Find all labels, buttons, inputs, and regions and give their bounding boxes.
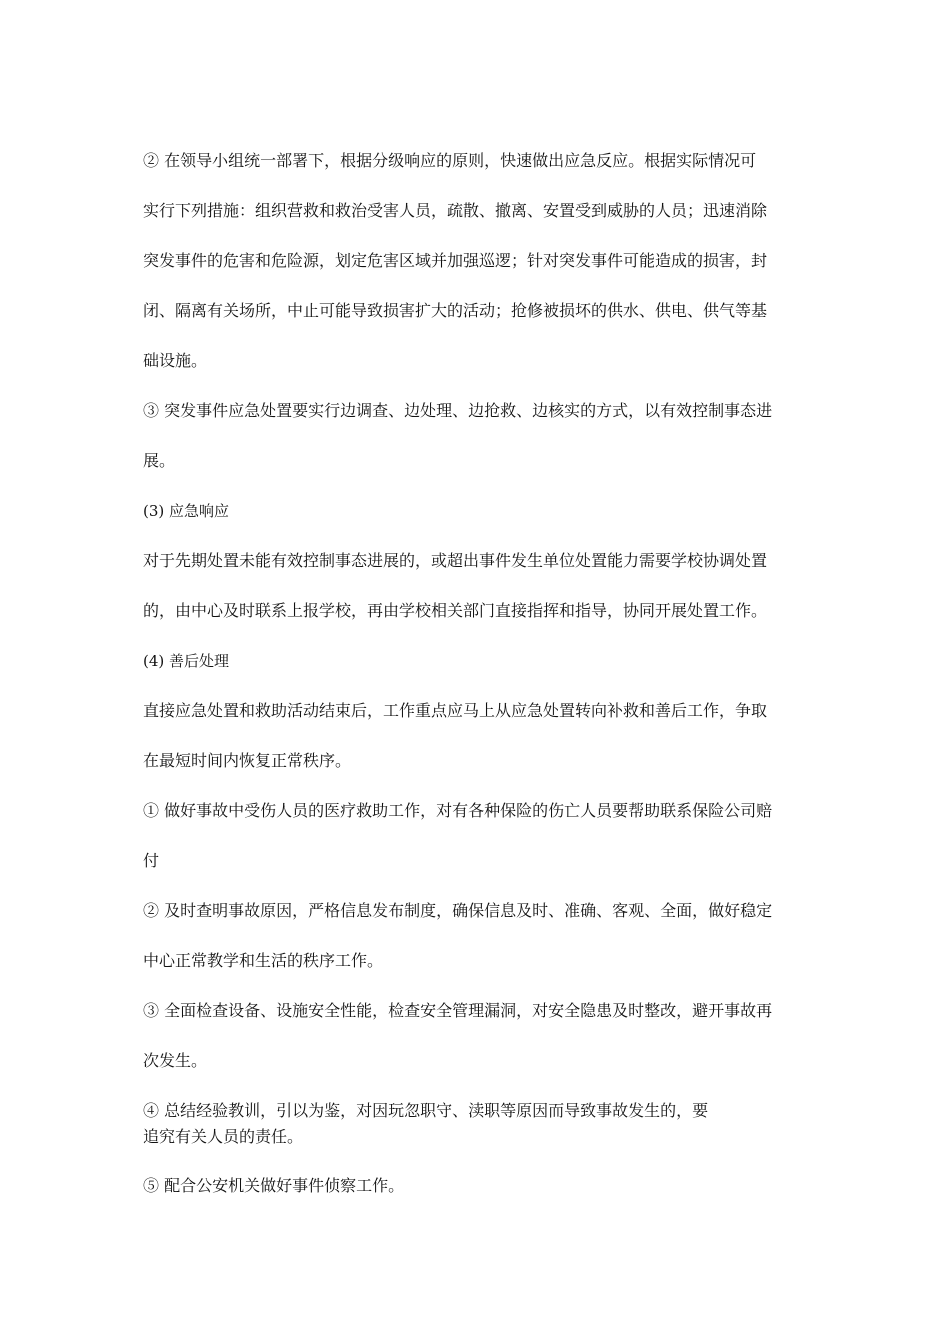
text-line: 础设施。 (143, 351, 208, 370)
text-line: ② 在领导小组统一部署下，根据分级响应的原则，快速做出应急反应。根据实际情况可 (143, 151, 757, 170)
text-line: 闭、隔离有关场所，中止可能导致损害扩大的活动；抢修被损坏的供水、供电、供气等基 (143, 301, 768, 320)
text-line: 展。 (143, 451, 176, 470)
text-line: ④ 总结经验教训，引以为鉴，对因玩忽职守、渎职等原因而导致事故发生的，要 (143, 1101, 709, 1120)
text-line: 付 (143, 851, 160, 870)
text-line: 的，由中心及时联系上报学校，再由学校相关部门直接指挥和指导，协同开展处置工作。 (143, 601, 768, 620)
section-heading: (3) 应急响应 (143, 502, 230, 520)
text-line: ⑤ 配合公安机关做好事件侦察工作。 (143, 1176, 405, 1195)
text-line: 在最短时间内恢复正常秩序。 (143, 751, 352, 770)
text-line: ③ 突发事件应急处置要实行边调查、边处理、边抢救、边核实的方式，以有效控制事态进 (143, 401, 773, 420)
text-line: ③ 全面检查设备、设施安全性能，检查安全管理漏洞，对安全隐患及时整改，避开事故再 (143, 1001, 773, 1020)
text-line: ② 及时查明事故原因，严格信息发布制度，确保信息及时、准确、客观、全面，做好稳定 (143, 901, 773, 920)
text-line: 对于先期处置未能有效控制事态进展的，或超出事件发生单位处置能力需要学校协调处置 (143, 551, 768, 570)
text-line: 直接应急处置和救助活动结束后，工作重点应马上从应急处置转向补救和善后工作，争取 (143, 701, 768, 720)
text-line: 实行下列措施：组织营救和救治受害人员，疏散、撤离、安置受到威胁的人员；迅速消除 (143, 201, 768, 220)
section-heading: (4) 善后处理 (143, 652, 230, 670)
text-line: 追究有关人员的责任。 (143, 1127, 304, 1146)
text-line: ① 做好事故中受伤人员的医疗救助工作，对有各种保险的伤亡人员要帮助联系保险公司赔 (143, 801, 773, 820)
text-line: 中心正常教学和生活的秩序工作。 (143, 951, 384, 970)
text-line: 突发事件的危害和危险源，划定危害区域并加强巡逻；针对突发事件可能造成的损害，封 (143, 251, 768, 270)
text-line: 次发生。 (143, 1051, 208, 1070)
